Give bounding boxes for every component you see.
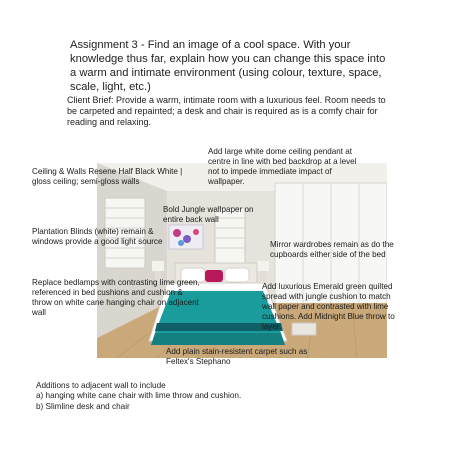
additions-list: [36, 381, 266, 412]
note-jungle-wallpaper: Bold Jungle wallpaper on entire back wall: [163, 205, 254, 224]
additions-item-b: b) Slimline desk and chair: [36, 401, 130, 411]
client-brief: Client Brief: Provide a warm, intimate room with a luxurious feel. Room needs to be carpeted and repainted; a desk and chair is required as is a comfy chair for reading and relaxing.: [67, 95, 386, 127]
additions-item-a: a) hanging white cane chair with lime throw and cushion.: [36, 391, 242, 401]
note-ceiling-walls: Ceiling & Walls Resene Half Black White | gloss ceiling; semi-gloss walls: [32, 167, 183, 186]
note-blinds: Plantation Blinds (white) remain & windows provide a good light source: [32, 227, 163, 246]
note-pendant: Add large white dome ceiling pendant at centre in line with bed backdrop at a level not to impede immediate impact of wallpaper.: [208, 147, 357, 186]
note-wardrobes: Mirror wardrobes remain as do the cupboards either side of the bed: [270, 240, 394, 259]
note-emerald-spread: Add luxurious Emerald green quilted spread with jungle cushion to match wall paper and contrasted with lime cushions. Add Midnight Blue throw to layer.: [262, 282, 395, 331]
note-carpet: Add plain stain-resistent carpet such as Feltex's Stephano: [166, 347, 308, 366]
assignment-title: Assignment 3 - Find an image of a cool space. With your knowledge thus far, explain how you can change this space into a warm and intimate environment (using colour, texture, space, scale, light, etc.): [70, 39, 386, 93]
additions-heading: Additions to adjacent wall to include: [36, 381, 166, 390]
note-bedlamps: Replace bedlamps with contrasting lime green, referenced in bed cushions and cushion & throw on white cane hanging chair on adjacent wall: [32, 278, 200, 317]
